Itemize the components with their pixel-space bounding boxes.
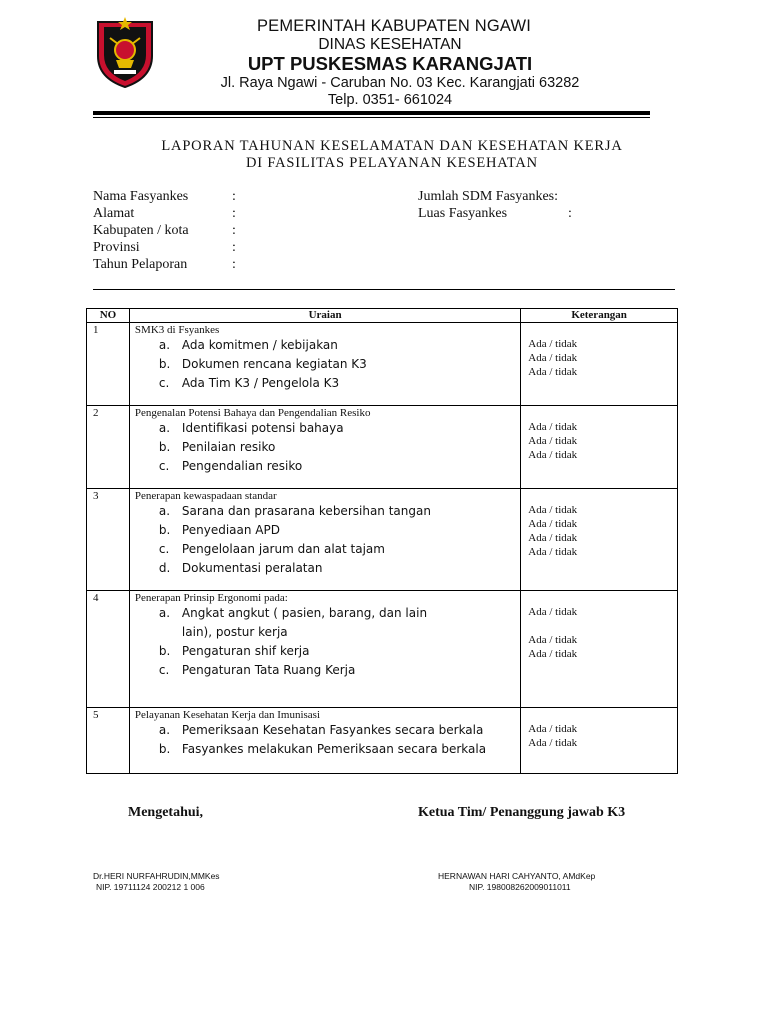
ada-tidak-option: Ada / tidak	[528, 435, 578, 447]
col-header-uraian: Uraian	[129, 309, 520, 323]
field-label-jumlah-sdm: Jumlah SDM Fasyankes:	[418, 189, 558, 204]
section-title: Pelayanan Kesehatan Kerja dan Imunisasi	[134, 709, 321, 721]
field-label-tahun-pelaporan: Tahun Pelaporan	[93, 257, 188, 272]
signature-label-ketua-tim: Ketua Tim/ Penanggung jawab K3	[418, 805, 626, 820]
kop-line-pemerintah: PEMERINTAH KABUPATEN NGAWI	[256, 17, 532, 35]
kop-line-dinas: DINAS KESEHATAN	[318, 36, 462, 53]
row-number: 3	[93, 490, 99, 502]
list-item: a. Sarana dan prasarana kebersihan tangan	[158, 504, 431, 518]
row-number: 5	[93, 709, 99, 721]
item-list	[130, 721, 520, 759]
table-row	[87, 406, 678, 489]
section-title: SMK3 di Fsyankes	[134, 324, 220, 336]
ada-tidak-option: Ada / tidak	[528, 606, 578, 618]
keterangan-cell	[521, 406, 677, 462]
section-title: Penerapan Prinsip Ergonomi pada:	[134, 592, 288, 604]
ada-tidak-option: Ada / tidak	[528, 648, 578, 660]
ada-tidak-option: Ada / tidak	[528, 723, 578, 735]
keterangan-cell	[521, 708, 677, 750]
kop-line-phone: Telp. 0351- 661024	[327, 92, 453, 108]
list-item: a. Ada komitmen / kebijakan	[158, 338, 338, 352]
kop-line-address: Jl. Raya Ngawi - Caruban No. 03 Kec. Karangjati 63282	[220, 75, 580, 91]
field-label-alamat: Alamat	[93, 206, 135, 221]
list-item: a. Identifikasi potensi bahaya	[158, 421, 344, 435]
signature-label-mengetahui: Mengetahui,	[128, 805, 204, 820]
list-item: c. Pengaturan Tata Ruang Kerja	[158, 663, 356, 677]
ada-tidak-option: Ada / tidak	[528, 737, 578, 749]
signature-nip-left: NIP. 19711124 200212 1 006	[96, 882, 205, 892]
signature-name-left: Dr.HERI NURFAHRUDIN,MMKes	[93, 871, 220, 881]
field-colon: :	[568, 206, 572, 221]
field-colon: :	[232, 206, 236, 221]
ada-tidak-option: Ada / tidak	[528, 366, 578, 378]
item-list	[130, 336, 520, 393]
ada-tidak-option: Ada / tidak	[528, 338, 578, 350]
field-colon: :	[232, 223, 236, 238]
ada-tidak-option: Ada / tidak	[528, 532, 578, 544]
ada-tidak-option: Ada / tidak	[528, 518, 578, 530]
list-item: b. Penilaian resiko	[158, 440, 276, 454]
field-colon: :	[232, 240, 236, 255]
item-list	[130, 419, 520, 476]
signature-name-right: HERNAWAN HARI CAHYANTO, AMdKep	[438, 871, 596, 881]
field-colon: :	[232, 257, 236, 272]
table-row	[87, 591, 678, 708]
list-item: c. Pengelolaan jarum dan alat tajam	[158, 542, 385, 556]
list-item: a. Angkat angkut ( pasien, barang, dan lain lain), postur kerja	[158, 606, 428, 639]
ada-tidak-gap	[528, 619, 677, 633]
list-item: c. Ada Tim K3 / Pengelola K3	[158, 376, 340, 390]
col-header-no: NO	[87, 309, 130, 323]
ada-tidak-option: Ada / tidak	[528, 634, 578, 646]
signature-nip-right: NIP. 198008262009011011	[469, 882, 571, 892]
list-item: b. Dokumen rencana kegiatan K3	[158, 357, 367, 371]
field-label-provinsi: Provinsi	[93, 240, 140, 255]
field-label-luas-fasyankes: Luas Fasyankes	[418, 206, 508, 221]
section-title: Penerapan kewaspadaan standar	[134, 490, 277, 502]
ada-tidak-option: Ada / tidak	[528, 504, 578, 516]
row-number: 4	[93, 592, 99, 604]
table-row	[87, 489, 678, 591]
header-rule-thick	[93, 111, 650, 115]
field-label-kabupaten: Kabupaten / kota	[93, 223, 189, 238]
keterangan-cell	[521, 489, 677, 559]
ada-tidak-option: Ada / tidak	[528, 546, 578, 558]
row-number: 2	[93, 407, 99, 419]
keterangan-cell	[521, 323, 677, 379]
ada-tidak-option: Ada / tidak	[528, 449, 578, 461]
col-header-keterangan: Keterangan	[521, 309, 678, 323]
list-item: d. Dokumentasi peralatan	[158, 561, 323, 575]
ada-tidak-option: Ada / tidak	[528, 352, 578, 364]
header-rule-thin	[93, 117, 650, 118]
report-title-line2: DI FASILITAS PELAYANAN KESEHATAN	[246, 155, 538, 171]
section-title: Pengenalan Potensi Bahaya dan Pengendalian Resiko	[134, 407, 371, 419]
identity-divider	[93, 289, 675, 290]
field-colon: :	[232, 189, 236, 204]
table-row	[87, 323, 678, 406]
row-number: 1	[93, 324, 99, 336]
table-header-row	[87, 309, 678, 323]
field-label-nama-fasyankes: Nama Fasyankes	[93, 189, 189, 204]
list-item: b. Penyediaan APD	[158, 523, 280, 537]
report-title-line1: LAPORAN TAHUNAN KESELAMATAN DAN KESEHATAN KERJA	[161, 138, 623, 154]
list-item: c. Pengendalian resiko	[158, 459, 303, 473]
ada-tidak-option: Ada / tidak	[528, 421, 578, 433]
keterangan-cell	[521, 591, 677, 661]
list-item: b. Pengaturan shif kerja	[158, 644, 310, 658]
table-row	[87, 708, 678, 774]
item-list	[130, 502, 520, 578]
kop-line-puskesmas: UPT PUSKESMAS KARANGJATI	[247, 53, 533, 74]
k3-report-table	[86, 308, 678, 774]
item-list	[130, 604, 520, 680]
list-item: a. Pemeriksaan Kesehatan Fasyankes secara berkala	[158, 723, 484, 737]
list-item: b. Fasyankes melakukan Pemeriksaan secara berkala	[158, 742, 487, 756]
